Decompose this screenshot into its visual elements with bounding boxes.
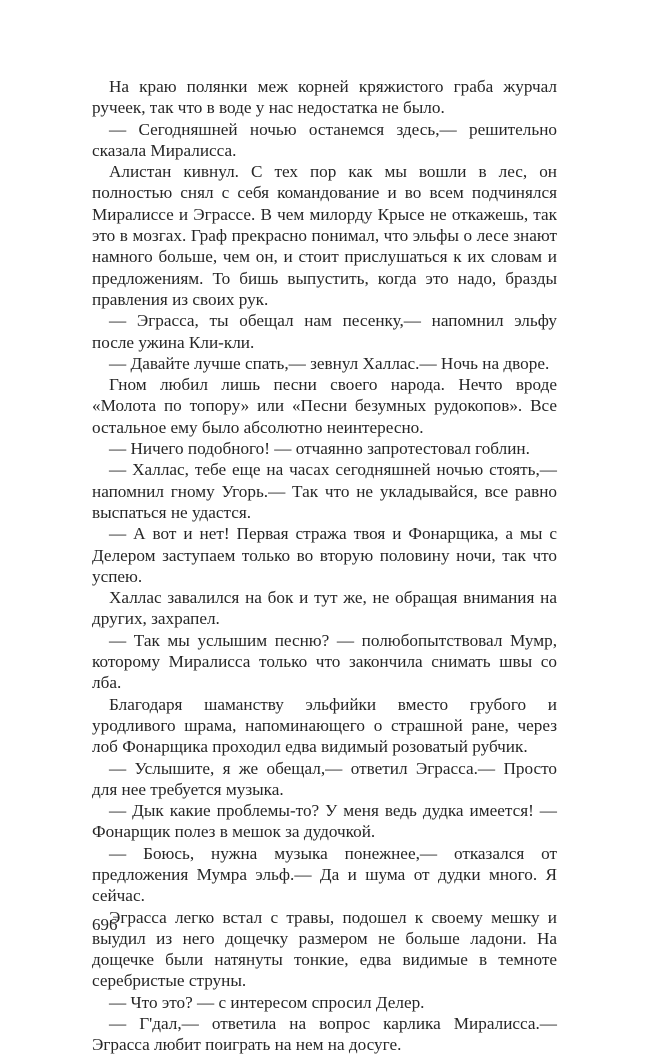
page-number: 696 (92, 915, 118, 934)
paragraph: — Дык какие проблемы-то? У меня ведь дудка имеется! — Фонарщик полез в мешок за дудочкой. (92, 801, 557, 842)
paragraph: — Давайте лучше спать,— зевнул Халлас.— Ночь на дворе. (109, 353, 550, 373)
paragraph: — Сегодняшней ночью останемся здесь,— решительно сказала Миралисса. (92, 119, 557, 160)
paragraph: — Услышите, я же обещал,— ответил Эграсса.— Просто для нее требуется музыка. (92, 758, 557, 799)
paragraph: — А вот и нет! Первая стража твоя и Фонарщика, а мы с Делером заступаем только во вторую половину ночи, так что успею. (92, 524, 557, 586)
paragraph: — Эграсса, ты обещал нам песенку,— напомнил эльфу после ужина Кли-кли. (92, 311, 557, 352)
paragraph: — Так мы услышим песню? — полюбопытствовал Мумр, которому Миралисса только что закончила снимать швы со лба. (92, 630, 557, 693)
paragraph: — Боюсь, нужна музыка понежнее,— отказался от предложения Мумра эльф.— Да и шума от дудки много. Я сейчас. (92, 843, 557, 906)
paragraph: Гном любил лишь песни своего народа. Нечто вроде «Молота по топору» или «Песни безумных рудокопов». Все остальное ему было абсолютно неинтересно. (92, 375, 557, 437)
paragraph: — Халлас, тебе еще на часах сегодняшней ночью стоять,— напомнил гному Угорь.— Так что не укладывайся, все равно выспаться не удастся. (92, 460, 557, 522)
paragraph: — Ничего подобного! — отчаянно запротестовал гоблин. (109, 439, 530, 459)
main-text (92, 76, 557, 1056)
paragraph: — Г'дал,— ответила на вопрос карлика Миралисса.— Эграсса любит поиграть на нем на досуге. (92, 1014, 557, 1055)
paragraph: — Что это? — с интересом спросил Делер. (109, 992, 425, 1012)
paragraph: Благодаря шаманству эльфийки вместо грубого и уродливого шрама, напоминающего о страшной ране, через лоб Фонарщика проходил едва видимый розоватый рубчик. (92, 694, 557, 757)
paragraph: На краю полянки меж корней кряжистого граба журчал ручеек, так что в воде у нас недостатка не было. (92, 77, 557, 118)
paragraph: Алистан кивнул. С тех пор как мы вошли в лес, он полностью снял с себя командование и во всем подчинялся Миралиссе и Эграссе. В чем милорду Крысе не откажешь, так это в мозгах. Граф прекрасно понимал, что эльфы о лесе знают намного больше, чем он, и стоит прислушаться к их словам и предложениям. То бишь выпустить, когда это надо, бразды правления из своих рук. (92, 162, 557, 309)
paragraph: Эграсса легко встал с травы, подошел к своему мешку и выудил из него дощечку размером не больше ладони. На дощечке были натянуты тонкие, едва видимые в темноте серебристые струны. (92, 907, 557, 991)
paragraph: Халлас завалился на бок и тут же, не обращая внимания на других, захрапел. (92, 588, 557, 629)
